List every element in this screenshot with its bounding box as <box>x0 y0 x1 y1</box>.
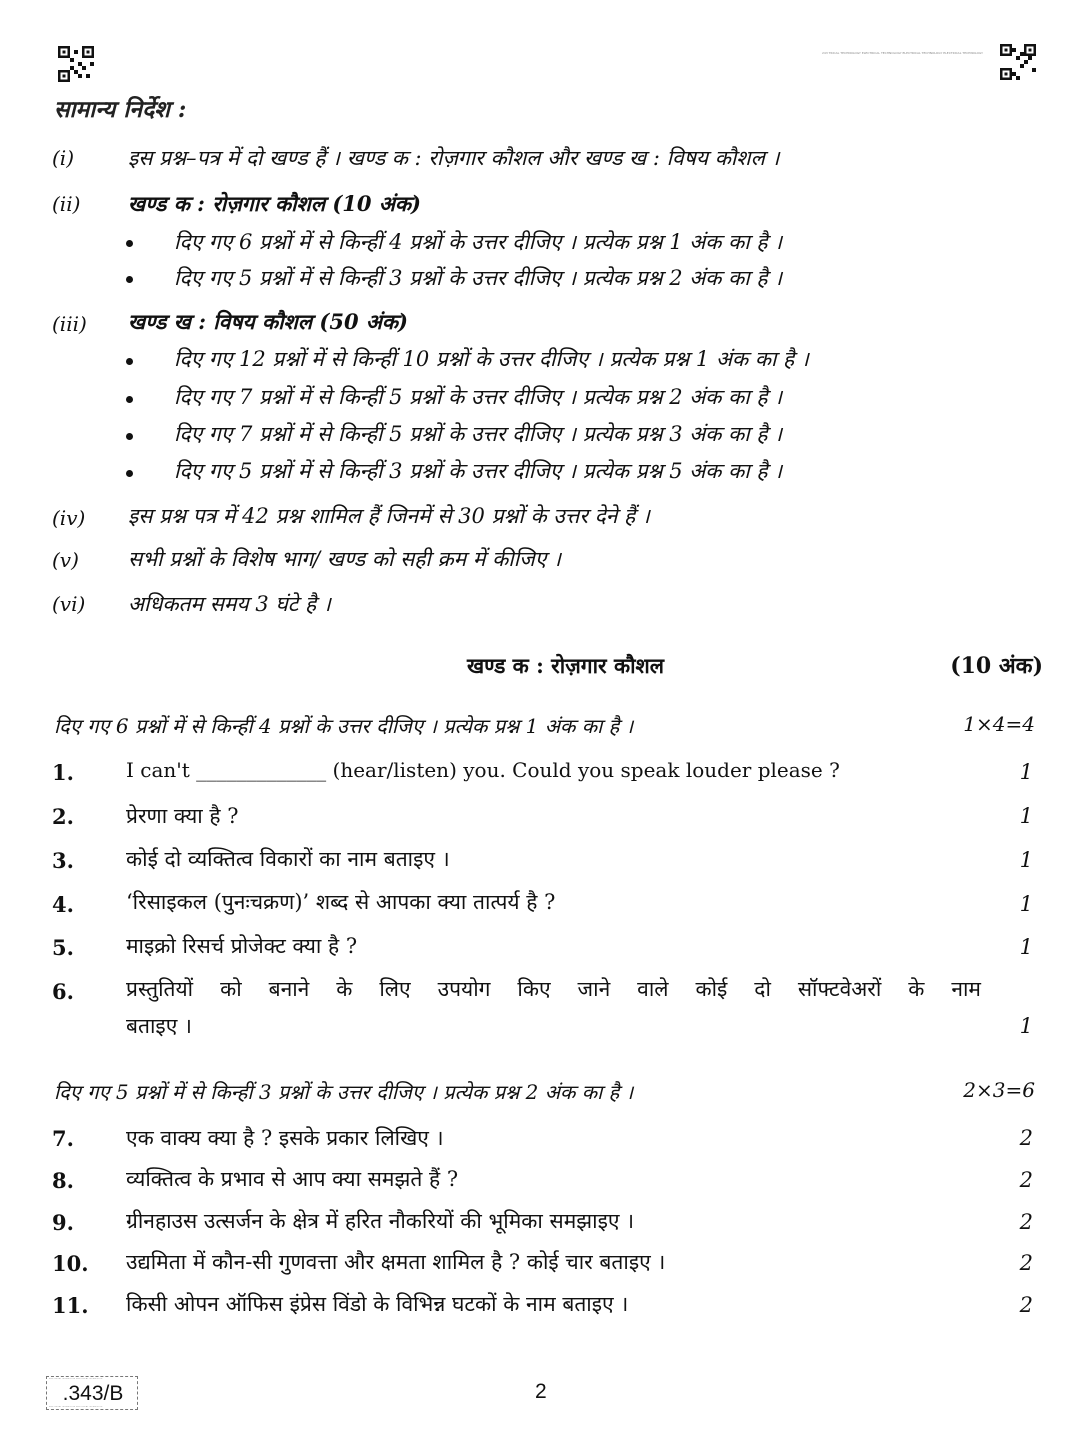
question-marks: 2 <box>1019 1251 1033 1275</box>
question-number: 11. <box>52 1293 89 1318</box>
question-text: I can't _____________ (hear/listen) you. Could you speak louder please ? <box>126 758 840 782</box>
question-marks: 2 <box>1019 1168 1033 1192</box>
instruction-text: इस प्रश्न पत्र में 42 प्रश्न शामिल हैं जिनमें से 30 प्रश्नों के उत्तर देने हैं । <box>128 504 650 528</box>
paper-code-box <box>46 1376 138 1410</box>
instruction-bullet: दिए गए 12 प्रश्नों में से किन्हीं 10 प्रश्नों के उत्तर दीजिए । प्रत्येक प्रश्न 1 अंक का है । <box>174 347 809 371</box>
question-marks: 1 <box>1019 1014 1033 1038</box>
instruction-bullet: दिए गए 7 प्रश्नों में से किन्हीं 5 प्रश्नों के उत्तर दीजिए । प्रत्येक प्रश्न 3 अंक का है । <box>174 422 783 446</box>
header-microtext: 243 TRICAL TECHNOLOGY ELECTRICAL TECHNOLOGY ELECTRICAL TECHNOLOGY ELECTRICAL TECHNOLOGY <box>822 51 983 55</box>
qr-code-left-icon <box>58 46 94 82</box>
instruction-num: (ii) <box>52 192 81 216</box>
instruction-num: (vi) <box>52 592 86 616</box>
question-number: 2. <box>52 804 74 829</box>
bullet-icon <box>126 240 133 247</box>
question-marks: 1 <box>1019 848 1033 872</box>
instruction-num: (iii) <box>52 312 87 336</box>
bullet-icon <box>126 396 133 403</box>
question-number: 4. <box>52 892 74 917</box>
instruction-bullet: दिए गए 7 प्रश्नों में से किन्हीं 5 प्रश्नों के उत्तर दीजिए । प्रत्येक प्रश्न 2 अंक का है । <box>174 385 783 409</box>
group-marks: 1×4=4 <box>963 712 1035 736</box>
bullet-icon <box>126 470 133 477</box>
instruction-text: सभी प्रश्नों के विशेष भाग/ खण्ड को सही क्रम में कीजिए । <box>128 547 561 571</box>
section-marks: (10 अंक) <box>950 653 1043 679</box>
instruction-text: इस प्रश्न–पत्र में दो खण्ड हैं । खण्ड क : रोज़गार कौशल और खण्ड ख : विषय कौशल । <box>128 146 780 170</box>
question-text-continued: बताइए । <box>126 1014 192 1038</box>
instruction-heading: खण्ड क : रोज़गार कौशल (10 अंक) <box>128 191 421 216</box>
question-text: माइक्रो रिसर्च प्रोजेक्ट क्या है ? <box>126 934 358 958</box>
instruction-text: अधिकतम समय 3 घंटे है । <box>128 592 331 616</box>
question-number: 7. <box>52 1126 74 1151</box>
instruction-bullet: दिए गए 5 प्रश्नों में से किन्हीं 3 प्रश्नों के उत्तर दीजिए । प्रत्येक प्रश्न 2 अंक का है । <box>174 266 783 290</box>
question-number: 3. <box>52 848 74 873</box>
question-marks: 1 <box>1019 760 1033 784</box>
code-microtext: ELECTRICAL TECHNOLOGY ELECTRICAL TECHNOLOGY <box>49 1406 103 1408</box>
question-text: ‘रिसाइकल (पुनःचक्रण)’ शब्द से आपका क्या तात्पर्य है ? <box>126 890 556 914</box>
question-number: 8. <box>52 1168 74 1193</box>
question-number: 6. <box>52 979 74 1004</box>
question-number: 5. <box>52 935 74 960</box>
question-marks: 1 <box>1019 935 1033 959</box>
bullet-icon <box>126 433 133 440</box>
question-marks: 2 <box>1019 1126 1033 1150</box>
instruction-num: (i) <box>52 146 75 170</box>
group-marks: 2×3=6 <box>963 1078 1035 1102</box>
question-number: 9. <box>52 1210 74 1235</box>
question-text: उद्यमिता में कौन-सी गुणवत्ता और क्षमता शामिल है ? कोई चार बताइए । <box>126 1250 666 1274</box>
question-text: एक वाक्य क्या है ? इसके प्रकार लिखिए । <box>126 1126 444 1150</box>
question-number: 1. <box>52 760 74 785</box>
instruction-bullet: दिए गए 6 प्रश्नों में से किन्हीं 4 प्रश्नों के उत्तर दीजिए । प्रत्येक प्रश्न 1 अंक का है । <box>174 230 783 254</box>
instruction-heading: खण्ड ख : विषय कौशल (50 अंक) <box>128 309 408 334</box>
code-microtext: ELECTRICAL TECHNOLOGY ELECTRICAL TECHNOLOGY <box>49 1378 103 1380</box>
question-text: प्रस्तुतियों को बनाने के लिए उपयोग किए जाने वाले कोई दो सॉफ्टवेअरों के नाम <box>126 977 981 1001</box>
question-marks: 1 <box>1019 804 1033 828</box>
question-marks: 2 <box>1019 1293 1033 1317</box>
question-text: व्यक्तित्व के प्रभाव से आप क्या समझते हैं ? <box>126 1167 459 1191</box>
group-instruction: दिए गए 5 प्रश्नों में से किन्हीं 3 प्रश्नों के उत्तर दीजिए । प्रत्येक प्रश्न 2 अंक का है । <box>54 1080 634 1104</box>
section-title: खण्ड क : रोज़गार कौशल <box>466 653 665 678</box>
question-marks: 2 <box>1019 1210 1033 1234</box>
paper-code: .343/B <box>62 1382 124 1405</box>
qr-code-right-icon <box>1000 44 1036 80</box>
page-number: 2 <box>535 1380 547 1403</box>
bullet-icon <box>126 276 133 283</box>
instruction-bullet: दिए गए 5 प्रश्नों में से किन्हीं 3 प्रश्नों के उत्तर दीजिए । प्रत्येक प्रश्न 5 अंक का है । <box>174 459 783 483</box>
question-text: प्रेरणा क्या है ? <box>126 804 239 828</box>
instruction-num: (iv) <box>52 506 86 530</box>
instruction-num: (v) <box>52 548 79 572</box>
instructions-title: सामान्य निर्देश : <box>54 96 187 123</box>
question-text: किसी ओपन ऑफिस इंप्रेस विंडो के विभिन्न घटकों के नाम बताइए । <box>126 1292 629 1316</box>
bullet-icon <box>126 358 133 365</box>
question-number: 10. <box>52 1251 89 1276</box>
question-text: कोई दो व्यक्तित्व विकारों का नाम बताइए । <box>126 847 450 871</box>
group-instruction: दिए गए 6 प्रश्नों में से किन्हीं 4 प्रश्नों के उत्तर दीजिए । प्रत्येक प्रश्न 1 अंक का है । <box>54 714 634 738</box>
question-marks: 1 <box>1019 892 1033 916</box>
question-text: ग्रीनहाउस उत्सर्जन के क्षेत्र में हरित नौकरियों की भूमिका समझाइए । <box>126 1209 635 1233</box>
